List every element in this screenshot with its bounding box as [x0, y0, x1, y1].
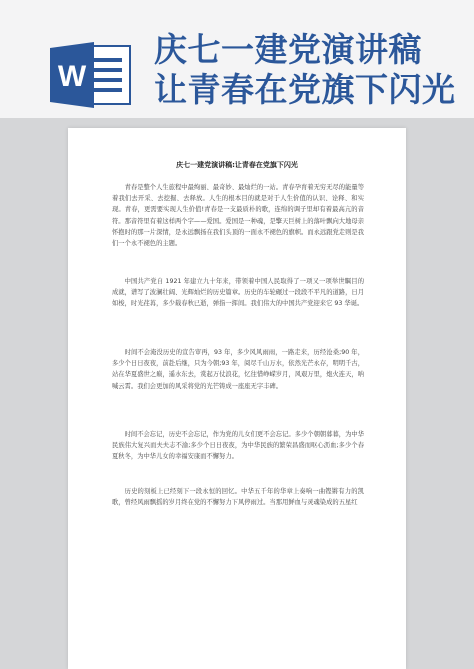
- word-document-icon: [50, 40, 134, 110]
- document-paragraph-5: 历史的刻板上已经刻下一段永恒的回忆。中华五千年的华章上奏响一曲铿锵有力的凯歌，曾经风雨飘摇的岁月终在党的不懈努力下风停雨过。当那用鲜血与灵魂染成的五星红: [112, 488, 364, 507]
- document-paragraph-1: 青春是整个人生旅程中最绚丽、最奇妙、最灿烂的一站。青春孕育着无穷无尽的能量等着我们去开采、去挖掘、去释放。人生的根本目的就是对于人生价值的认识、诠释、和实现。青春，更需要实现人生价值!青春是一支最质朴的歌，连绵的调子里却有着最高亢的音符。那音符里有着这样两个字——爱国。爱国是一种魂，是擎天巨树上的落叶飘向大地母亲怀抱时的那一片深情，是永远飘扬在我们头顶的一面永不褪色的旗帜。而永远跟党走则是我们一个永不褪色的主题。: [112, 184, 364, 248]
- header-title-line-2: 让青春在党旗下闪光: [154, 70, 456, 109]
- document-title: 庆七一建党演讲稿:让青春在党旗下闪光: [176, 161, 298, 169]
- document-paragraph-3: 时间不会淹没历史的宣告审再，93 年，多少风风雨雨，一路走来，历经沧桑;90 年，多少个日日夜夜，前赴后继，只为今朝;93 年，阅尽千山万水，依然光芒永存，明明千古，站在华夏盛世之巅，遥水东去，赏起万仗浪花，忆往惜峥嵘岁月，风艰万里，炮火连天，呐喊云霄。我们会更加的风采将党的光芒铸成一座座无字丰碑。: [112, 349, 364, 390]
- document-paragraph-4: 时间不会忘记，历史不会忘记，作为党的儿女们更不会忘记。多少个朝朝暮暮，为中华民族伟大复兴而夫夫志不渝;多少个日日夜夜，为中华民族的繁荣昌盛而呕心沥血;多少个春夏秋冬，为中华儿女的幸福安康而不懈努力。: [112, 431, 364, 461]
- header-title: [154, 30, 474, 110]
- document-paragraph-2: 中国共产党自 1921 年建立九十年来，带领着中国人民取得了一项又一项举世瞩目的成就，谱写了波澜壮阔、光辉灿烂的历史篇章。历史的车轮碾过一段段不平凡的道路，日月如梭，时光荏苒，多少载春秋已逝，弹指一挥间。我们伟大的中国共产党迎来它 93 华诞。: [112, 278, 364, 308]
- header-title-line-1: 庆七一建党演讲稿: [154, 30, 422, 69]
- document-page: [68, 128, 406, 669]
- word-icon-letter: W: [57, 60, 87, 93]
- header-banner: [0, 0, 474, 118]
